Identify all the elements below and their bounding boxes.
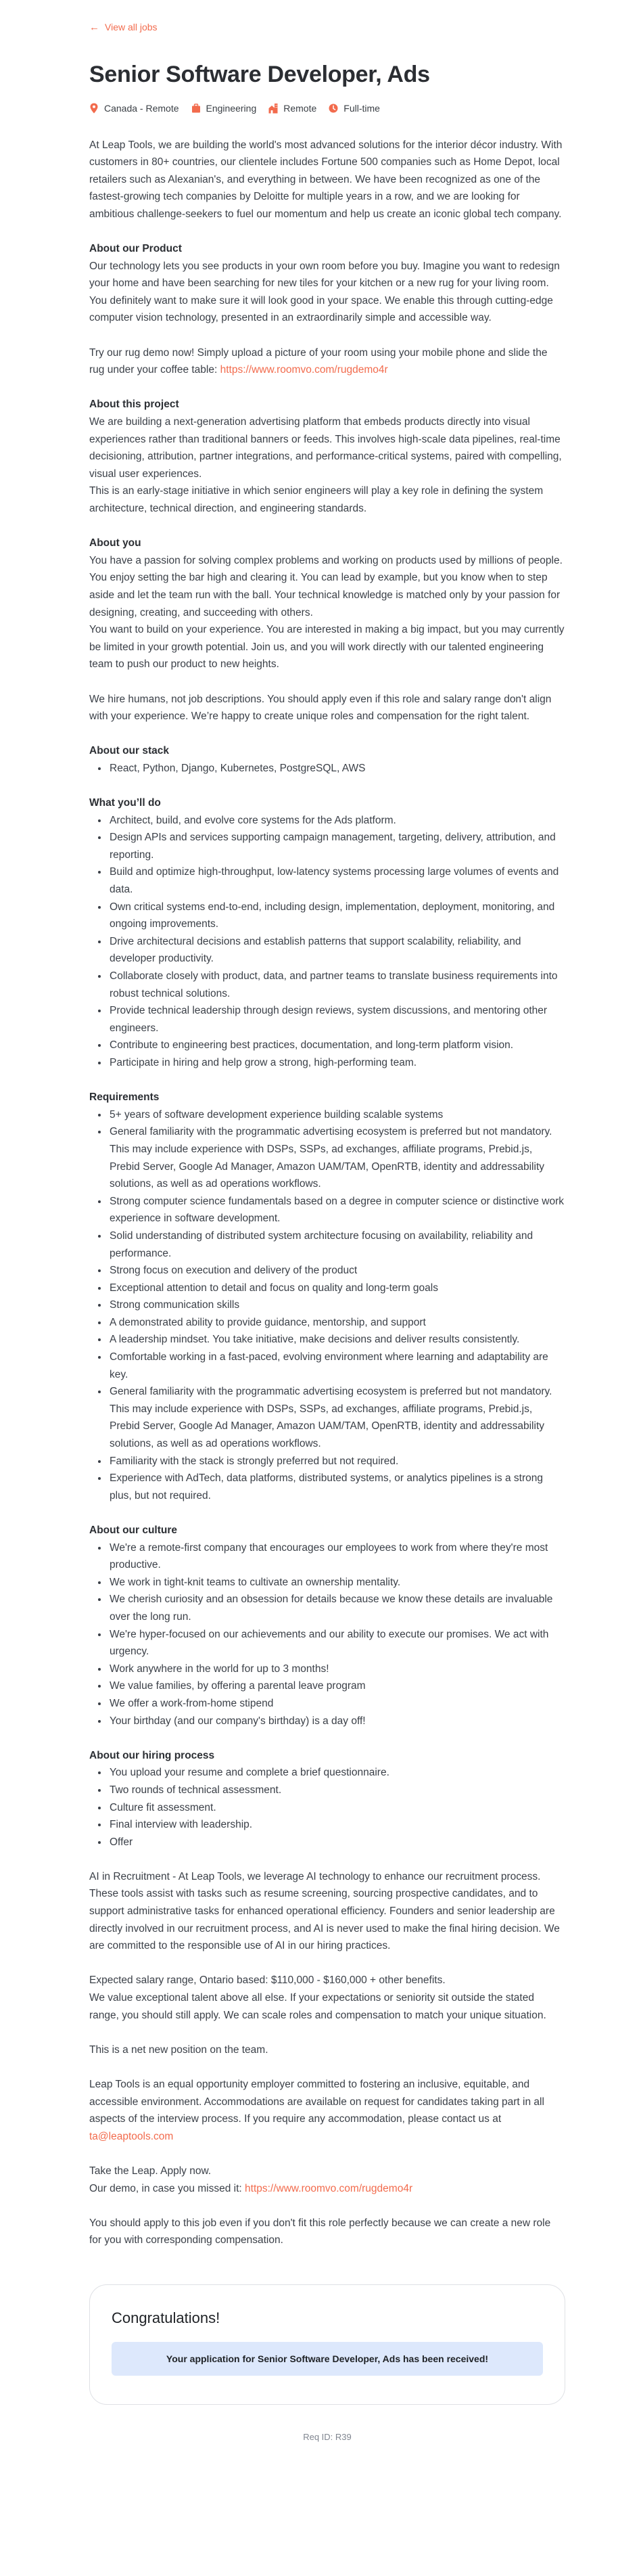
value-talent-text: We value exceptional talent above all else. If your expectations or seniority sit outside the stated range, you should still apply. We can scale roles and compensation to match your unique situation. <box>89 1992 546 2021</box>
job-title: Senior Software Developer, Ads <box>89 61 430 87</box>
hiring-list <box>89 1764 565 1851</box>
list-item: • Build and optimize high-throughput, low-latency systems processing large volumes of events and data. <box>108 863 565 898</box>
requirements-list <box>89 1106 565 1505</box>
list-item: • Contribute to engineering best practices, documentation, and long-term platform vision. <box>108 1037 565 1054</box>
list-item: • We offer a work-from-home stipend <box>108 1695 565 1713</box>
clock-icon <box>329 103 338 114</box>
list-item: • Strong communication skills <box>108 1296 565 1314</box>
intro-text: At Leap Tools, we are building the world's most advanced solutions for the interior décor industry. With customers in 80+ countries, our clientele includes Fortune 500 companies such as Home Depot, local retailers such as Alexanian's, and everything in between. We have been recognized as one of the fastest-growing tech companies by Deloitte for multiple years in a row, and we are looking for ambitious challenge-seekers to fuel our momentum and help us create an iconic global tech company. <box>89 139 563 220</box>
meta-workplace-label: Remote <box>283 102 317 114</box>
take-leap-text: Take the Leap. Apply now. <box>89 2165 212 2177</box>
meta-department <box>191 103 257 114</box>
about-you-text-2: You want to build on your experience. You are interested in making a big impact, but you may currently be limited in your growth potential. Join us, and you will work directly with our talented engineering team to push our product to new heights. <box>89 624 565 671</box>
section-heading-culture: About our culture <box>89 1524 178 1536</box>
salary-text: Expected salary range, Ontario based: $110,000 - $160,000 + other benefits. <box>89 1974 446 1987</box>
list-item: • Familiarity with the stack is strongly preferred but not required. <box>108 1453 565 1470</box>
building-icon <box>268 103 278 114</box>
list-item: • Provide technical leadership through design reviews, system discussions, and mentoring other engineers. <box>108 1002 565 1037</box>
list-item: • We value families, by offering a parental leave program <box>108 1677 565 1695</box>
list-item: • Two rounds of technical assessment. <box>108 1782 565 1799</box>
section-heading-what-youll-do: What you’ll do <box>89 797 161 809</box>
list-item: • Solid understanding of distributed system architecture focusing on availability, reliability and performance. <box>108 1227 565 1262</box>
meta-department-label: Engineering <box>206 102 257 114</box>
meta-employment-type-label: Full-time <box>343 102 380 114</box>
list-item: • Offer <box>108 1834 565 1851</box>
hire-humans-text: We hire humans, not job descriptions. You should apply even if this role and salary range don't align with your experience. We’re happy to create unique roles and compensation for the right talent. <box>89 693 552 723</box>
project-text-2: This is an early-stage initiative in which senior engineers will play a key role in defining the system architecture, technical direction, and engineering standards. <box>89 485 544 514</box>
list-item: • 5+ years of software development experience building scalable systems <box>108 1106 565 1124</box>
list-item: • Final interview with leadership. <box>108 1816 565 1834</box>
list-item: • Work anywhere in the world for up to 3 months! <box>108 1660 565 1678</box>
product-text: Our technology lets you see products in your own room before you buy. Imagine you want to redesign your home and have been searching for new tiles for your kitchen or a new rug for your living room. You definitely want to make sure it will look good in your space. We enable this through cutting-edge computer vision technology, presented in an extraordinarily simple and accessible way. <box>89 260 560 324</box>
req-id: Req ID: R39 <box>303 2431 352 2442</box>
demo-again-paragraph <box>89 2180 565 2198</box>
job-page <box>89 0 565 2456</box>
list-item: • A leadership mindset. You take initiative, make decisions and deliver results consistently. <box>108 1331 565 1349</box>
list-item: • Your birthday (and our company's birthday) is a day off! <box>108 1713 565 1730</box>
ai-recruitment-text: AI in Recruitment - At Leap Tools, we leverage AI technology to enhance our recruitment process. These tools assist with tasks such as resume screening, sourcing prospective candidates, and to support administrative tasks for enhanced operational efficiency. Founders and senior leadership are directly involved in our recruitment process, and AI is never used to make the final hiring decision. We are committed to the responsible use of AI in our hiring practices. <box>89 1870 560 1952</box>
list-item: • You upload your resume and complete a brief questionnaire. <box>108 1764 565 1782</box>
stack-list <box>89 760 565 777</box>
list-item: • Architect, build, and evolve core systems for the Ads platform. <box>108 812 565 830</box>
confirmation-title: Congratulations! <box>112 2309 220 2326</box>
meta-employment-type <box>329 103 380 114</box>
net-new-text: This is a net new position on the team. <box>89 2043 268 2056</box>
list-item: • Drive architectural decisions and establish patterns that support scalability, reliability, and developer productivity. <box>108 933 565 968</box>
meta-location-label: Canada - Remote <box>104 102 179 114</box>
section-heading-hiring: About our hiring process <box>89 1749 215 1761</box>
list-item: • We cherish curiosity and an obsession for details because we know these details are invaluable over the long run. <box>108 1591 565 1625</box>
list-item: • A demonstrated ability to provide guidance, mentorship, and support <box>108 1314 565 1332</box>
meta-location <box>89 103 179 114</box>
list-item: • Experience with AdTech, data platforms, distributed systems, or analytics pipelines is a strong plus, but not required. <box>108 1470 565 1504</box>
rug-demo-link[interactable]: https://www.roomvo.com/rugdemo4r <box>220 364 388 376</box>
eeo-paragraph <box>89 2076 565 2145</box>
culture-list <box>89 1539 565 1730</box>
list-item: • Exceptional attention to detail and focus on quality and long-term goals <box>108 1280 565 1297</box>
list-item: • We're hyper-focused on our achievements and our ability to execute our promises. We act with urgency. <box>108 1626 565 1660</box>
rug-demo-link-2[interactable]: https://www.roomvo.com/rugdemo4r <box>245 2182 413 2194</box>
list-item: • General familiarity with the programmatic advertising ecosystem is preferred but not mandatory. This may include experience with DSPs, SSPs, ad exchanges, affiliate programs, Prebid.js, Prebid Server, Google Ad Manager, Amazon UAM/TAM, OpenRTB, identity and addressability solutions, as well as ad operations workflows. <box>108 1383 565 1452</box>
view-all-jobs-label: View all jobs <box>105 22 158 32</box>
list-item: • General familiarity with the programmatic advertising ecosystem is preferred but not mandatory. This may include experience with DSPs, SSPs, ad exchanges, affiliate programs, Prebid.js, Prebid Server, Google Ad Manager, Amazon UAM/TAM, OpenRTB, identity and addressability solutions, as well as ad operations workflows. <box>108 1123 565 1192</box>
contact-email-link[interactable]: ta@leaptools.com <box>89 2130 174 2142</box>
arrow-left-icon: ← <box>89 21 99 33</box>
demo-paragraph <box>89 344 565 379</box>
list-item: • Own critical systems end-to-end, including design, implementation, deployment, monitoring, and ongoing improvements. <box>108 899 565 933</box>
section-heading-requirements: Requirements <box>89 1091 160 1104</box>
confirmation-card <box>89 2284 565 2405</box>
demo-again-text: Our demo, in case you missed it: <box>89 2182 245 2194</box>
job-description <box>89 137 565 2249</box>
list-item: • We work in tight-knit teams to cultivate an ownership mentality. <box>108 1574 565 1591</box>
list-item: • Collaborate closely with product, data, and partner teams to translate business requirements into robust technical solutions. <box>108 968 565 1002</box>
demo-text: Try our rug demo now! Simply upload a picture of your room using your mobile phone and slide the rug under your coffee table: <box>89 346 548 376</box>
list-item: • React, Python, Django, Kubernetes, PostgreSQL, AWS <box>108 760 565 777</box>
what-youll-do-list <box>89 812 565 1072</box>
project-text-1: We are building a next-generation advertising platform that embeds products directly into visual experiences rather than traditional banners or feeds. This involves high-scale data pipelines, real-time decisioning, attribution, partner integrations, and performance-critical systems, paired with compelling, visual user experiences. <box>89 416 562 480</box>
list-item: • Design APIs and services supporting campaign management, targeting, delivery, attribution, and reporting. <box>108 829 565 863</box>
job-meta <box>89 103 565 114</box>
list-item: • Culture fit assessment. <box>108 1799 565 1817</box>
list-item: • We're a remote-first company that encourages our employees to work from where they're most productive. <box>108 1539 565 1574</box>
section-heading-stack: About our stack <box>89 745 169 757</box>
closing-text: You should apply to this job even if you don't fit this role perfectly because we can create a new role for you with corresponding compensation. <box>89 2217 551 2246</box>
section-heading-project: About this project <box>89 399 179 411</box>
section-heading-product: About our Product <box>89 243 182 255</box>
map-pin-icon <box>89 103 99 114</box>
about-you-text-1: You have a passion for solving complex problems and working on products used by millions of people. You enjoy setting the bar high and clearing it. You can lead by example, but you know when to step aside and let the team run with the ball. Your technical knowledge is matched only by your passion for designing, creating, and succeeding with others. <box>89 554 563 618</box>
section-heading-about-you: About you <box>89 537 141 549</box>
application-received-notice: Your application for Senior Software Developer, Ads has been received! <box>112 2342 543 2376</box>
list-item: • Participate in hiring and help grow a strong, high-performing team. <box>108 1054 565 1072</box>
meta-workplace <box>268 103 316 114</box>
eeo-text: Leap Tools is an equal opportunity employer committed to fostering an inclusive, equitable, and accessible environment. Accommodations are available on request for candidates taking part in all aspects of the interview process. If you require any accommodation, please contact us at <box>89 2079 544 2125</box>
list-item: • Strong computer science fundamentals based on a degree in computer science or distinctive work experience in software development. <box>108 1193 565 1227</box>
view-all-jobs-link[interactable] <box>89 22 158 32</box>
list-item: • Strong focus on execution and delivery of the product <box>108 1262 565 1280</box>
list-item: • Comfortable working in a fast-paced, evolving environment where learning and adaptability are key. <box>108 1349 565 1383</box>
briefcase-icon <box>191 103 201 114</box>
